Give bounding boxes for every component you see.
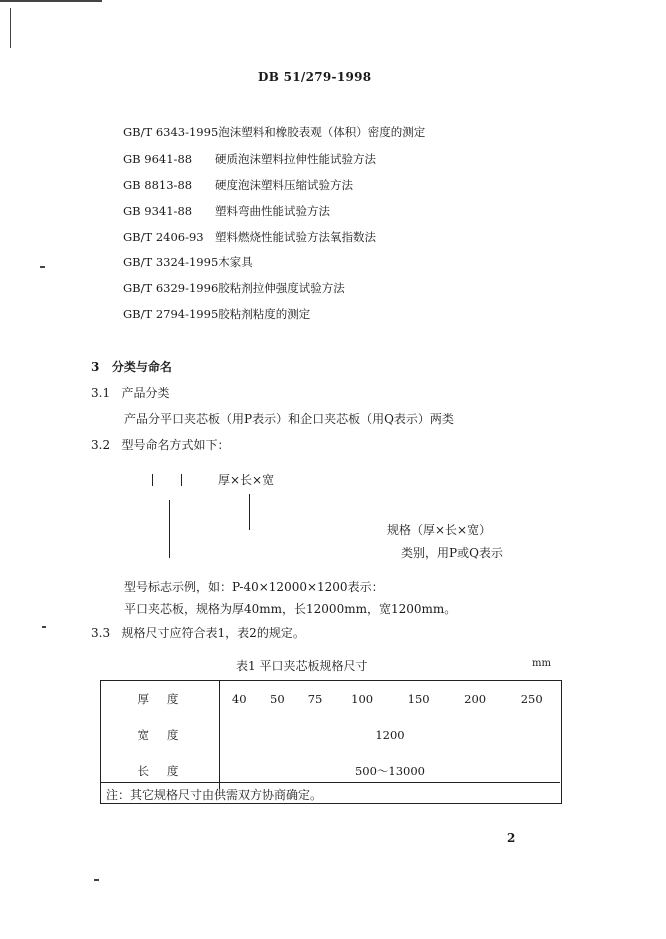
page-number: 2 <box>507 831 516 845</box>
example-line: 型号标志示例，如：P-40×12000×1200表示： <box>124 580 384 594</box>
scan-edge-mark <box>0 0 102 2</box>
reference-code: GB 9341-88 <box>123 204 193 218</box>
reference-code: GB/T 2794-1995 <box>123 307 219 321</box>
subsection-heading <box>91 436 230 453</box>
table-row <box>101 753 560 789</box>
reference-code: GB/T 3324-1995 <box>123 255 219 269</box>
row-label: 厚度 <box>101 681 220 717</box>
diagram-formula: 厚×长×宽 <box>218 473 275 487</box>
scan-edge-mark <box>40 266 45 268</box>
section-number: 3 <box>91 360 100 374</box>
reference-code: GB/T 2406-93 <box>123 230 204 244</box>
subsection-number: 3.2 <box>91 438 111 452</box>
subsection-number: 3.1 <box>91 386 111 400</box>
reference-code: GB 8813-88 <box>123 178 193 192</box>
table-cell: 75 <box>307 692 323 706</box>
subsection-title: 规格尺寸应符合表1，表2的规定。 <box>121 626 305 640</box>
table-row <box>101 681 560 717</box>
subsection-title: 产品分类 <box>121 386 170 400</box>
reference-title: 硬度泡沫塑料压缩试验方法 <box>215 178 353 192</box>
reference-item <box>123 203 330 219</box>
scan-edge-mark <box>94 879 99 881</box>
diagram-tick <box>181 474 182 486</box>
diagram-type-label: 类别，用P或Q表示 <box>401 546 503 560</box>
reference-title: 木家具 <box>218 255 253 269</box>
subsection-heading <box>91 384 170 401</box>
table-cell: 250 <box>520 692 543 706</box>
diagram-tick <box>152 474 153 486</box>
table-row <box>101 717 560 753</box>
reference-code: GB 9641-88 <box>123 152 193 166</box>
scan-edge-mark <box>10 8 11 48</box>
spec-table <box>101 681 560 789</box>
table-cell: 50 <box>270 692 285 706</box>
diagram-spec-label: 规格（厚×长×宽） <box>387 523 492 537</box>
reference-item <box>123 254 253 270</box>
document-number: DB 51/279-1998 <box>258 70 372 84</box>
reference-title: 硬质泡沫塑料拉伸性能试验方法 <box>215 152 376 166</box>
section-heading <box>91 358 172 375</box>
example-detail: 平口夹芯板，规格为厚40mm，长12000mm，宽1200mm。 <box>124 602 457 616</box>
row-label: 宽度 <box>101 717 220 753</box>
reference-item <box>123 229 376 245</box>
scan-edge-mark <box>42 626 46 628</box>
section-title: 分类与命名 <box>111 360 172 374</box>
reference-title: 塑料弯曲性能试验方法 <box>215 204 330 218</box>
table-note: 注：其它规格尺寸由供需双方协商确定。 <box>106 788 323 802</box>
reference-item <box>123 124 425 140</box>
table-cell: 1200 <box>375 728 405 742</box>
reference-code: GB/T 6329-1996 <box>123 281 219 295</box>
reference-item <box>123 177 353 193</box>
table-divider <box>101 782 560 783</box>
reference-title: 泡沫塑料和橡胶表观（体积）密度的测定 <box>218 125 426 139</box>
reference-title: 塑料燃烧性能试验方法氧指数法 <box>215 230 376 244</box>
subsection-heading <box>91 624 305 641</box>
diagram-line <box>249 494 250 530</box>
diagram-line <box>169 500 170 558</box>
reference-item <box>123 280 345 296</box>
reference-title: 胶粘剂拉伸强度试验方法 <box>218 281 345 295</box>
reference-code: GB/T 6343-1995 <box>123 125 219 139</box>
table-unit: mm <box>532 658 551 669</box>
table-cell: 150 <box>407 692 430 706</box>
table-cell: 500～13000 <box>354 764 426 778</box>
paragraph: 产品分平口夹芯板（用P表示）和企口夹芯板（用Q表示）两类 <box>124 412 454 426</box>
reference-title: 胶粘剂粘度的测定 <box>218 307 311 321</box>
row-label: 长度 <box>101 753 220 789</box>
table-cell: 100 <box>351 692 374 706</box>
reference-item <box>123 306 310 322</box>
subsection-title: 型号命名方式如下： <box>121 438 230 452</box>
table-cell: 40 <box>231 692 247 706</box>
reference-item <box>123 151 376 167</box>
table-caption: 表1 平口夹芯板规格尺寸 <box>236 659 368 673</box>
table-cell: 200 <box>464 692 487 706</box>
subsection-number: 3.3 <box>91 626 111 640</box>
